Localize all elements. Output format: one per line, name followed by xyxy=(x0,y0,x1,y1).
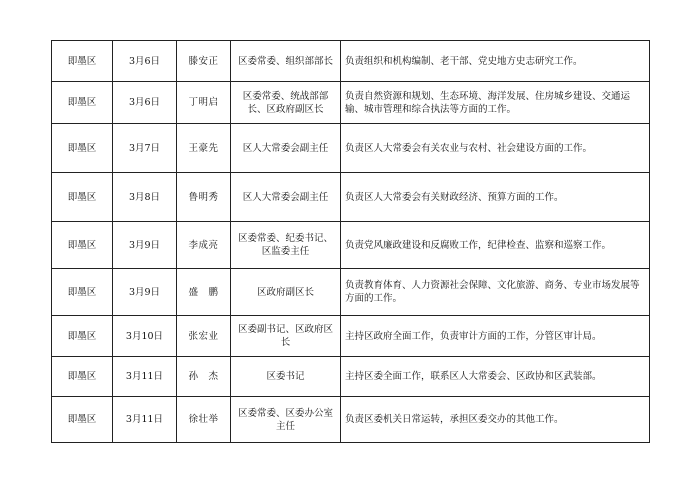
name-cell: 王豪先 xyxy=(177,124,231,173)
title-cell: 区委常委、统战部部长、区政府副区长 xyxy=(231,82,341,124)
title-cell: 区委常委、纪委书记、区监委主任 xyxy=(231,222,341,269)
table-row xyxy=(52,82,650,124)
duty-cell: 负责区人大常委会有关农业与农村、社会建设方面的工作。 xyxy=(341,124,650,173)
district-cell: 即墨区 xyxy=(52,222,113,269)
table-row xyxy=(52,269,650,316)
district-cell: 即墨区 xyxy=(52,124,113,173)
roster-body xyxy=(52,41,650,443)
date-cell: 3月7日 xyxy=(113,124,177,173)
name-cell: 孙 杰 xyxy=(177,357,231,397)
date-cell: 3月11日 xyxy=(113,397,177,443)
date-cell: 3月6日 xyxy=(113,41,177,82)
table-row xyxy=(52,316,650,357)
date-cell: 3月8日 xyxy=(113,173,177,222)
name-cell: 李成亮 xyxy=(177,222,231,269)
duty-cell: 主持区委全面工作，联系区人大常委会、区政协和区武装部。 xyxy=(341,357,650,397)
duty-cell: 负责自然资源和规划、生态环境、海洋发展、住房城乡建设、交通运输、城市管理和综合执法等方面的工作。 xyxy=(341,82,650,124)
date-cell: 3月10日 xyxy=(113,316,177,357)
duty-roster-table xyxy=(51,40,650,443)
duty-cell: 负责教育体育、人力资源社会保障、文化旅游、商务、专业市场发展等方面的工作。 xyxy=(341,269,650,316)
table-row xyxy=(52,397,650,443)
date-cell: 3月6日 xyxy=(113,82,177,124)
district-cell: 即墨区 xyxy=(52,357,113,397)
district-cell: 即墨区 xyxy=(52,82,113,124)
table-row xyxy=(52,222,650,269)
title-cell: 区人大常委会副主任 xyxy=(231,173,341,222)
table-row xyxy=(52,357,650,397)
table-row xyxy=(52,124,650,173)
title-cell: 区委副书记、区政府区长 xyxy=(231,316,341,357)
title-cell: 区委常委、组织部部长 xyxy=(231,41,341,82)
name-cell: 盛 鹏 xyxy=(177,269,231,316)
district-cell: 即墨区 xyxy=(52,173,113,222)
district-cell: 即墨区 xyxy=(52,41,113,82)
date-cell: 3月11日 xyxy=(113,357,177,397)
date-cell: 3月9日 xyxy=(113,269,177,316)
name-cell: 鲁明秀 xyxy=(177,173,231,222)
table-row xyxy=(52,41,650,82)
duty-cell: 负责党风廉政建设和反腐败工作，纪律检查、监察和巡察工作。 xyxy=(341,222,650,269)
date-cell: 3月9日 xyxy=(113,222,177,269)
district-cell: 即墨区 xyxy=(52,269,113,316)
title-cell: 区政府副区长 xyxy=(231,269,341,316)
name-cell: 丁明启 xyxy=(177,82,231,124)
duty-cell: 负责区人大常委会有关财政经济、预算方面的工作。 xyxy=(341,173,650,222)
duty-cell: 负责区委机关日常运转，承担区委交办的其他工作。 xyxy=(341,397,650,443)
name-cell: 滕安正 xyxy=(177,41,231,82)
name-cell: 徐壮举 xyxy=(177,397,231,443)
title-cell: 区委书记 xyxy=(231,357,341,397)
district-cell: 即墨区 xyxy=(52,397,113,443)
duty-cell: 负责组织和机构编制、老干部、党史地方史志研究工作。 xyxy=(341,41,650,82)
title-cell: 区人大常委会副主任 xyxy=(231,124,341,173)
title-cell: 区委常委、区委办公室主任 xyxy=(231,397,341,443)
district-cell: 即墨区 xyxy=(52,316,113,357)
duty-cell: 主持区政府全面工作，负责审计方面的工作，分管区审计局。 xyxy=(341,316,650,357)
table-row xyxy=(52,173,650,222)
name-cell: 张宏业 xyxy=(177,316,231,357)
